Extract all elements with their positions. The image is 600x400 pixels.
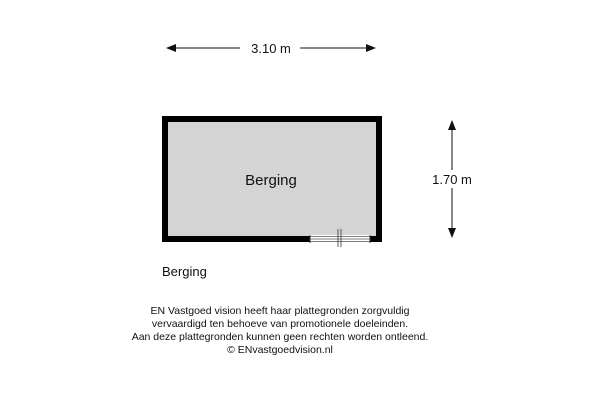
disclaimer <box>0 305 560 357</box>
floor-label: Berging <box>162 264 207 279</box>
disclaimer-line: vervaardigd ten behoeve van promotionele doeleinden. <box>151 318 409 330</box>
width-arrow-right-icon <box>366 44 376 52</box>
width-dimension-label: 3.10 m <box>251 41 291 56</box>
height-arrow-top-icon <box>448 120 456 130</box>
room-berging <box>162 116 382 247</box>
room-label: Berging <box>245 172 297 189</box>
height-dimension-label: 1.70 m <box>432 172 472 187</box>
disclaimer-copyright: © ENvastgoedvision.nl <box>227 344 333 356</box>
height-dimension <box>426 120 478 238</box>
width-dimension <box>166 39 376 57</box>
disclaimer-line: Aan deze plattegronden kunnen geen rechten worden ontleend. <box>131 331 429 343</box>
height-arrow-bottom-icon <box>448 228 456 238</box>
width-arrow-left-icon <box>166 44 176 52</box>
disclaimer-line: EN Vastgoed vision heeft haar plattegronden zorgvuldig <box>150 305 410 317</box>
